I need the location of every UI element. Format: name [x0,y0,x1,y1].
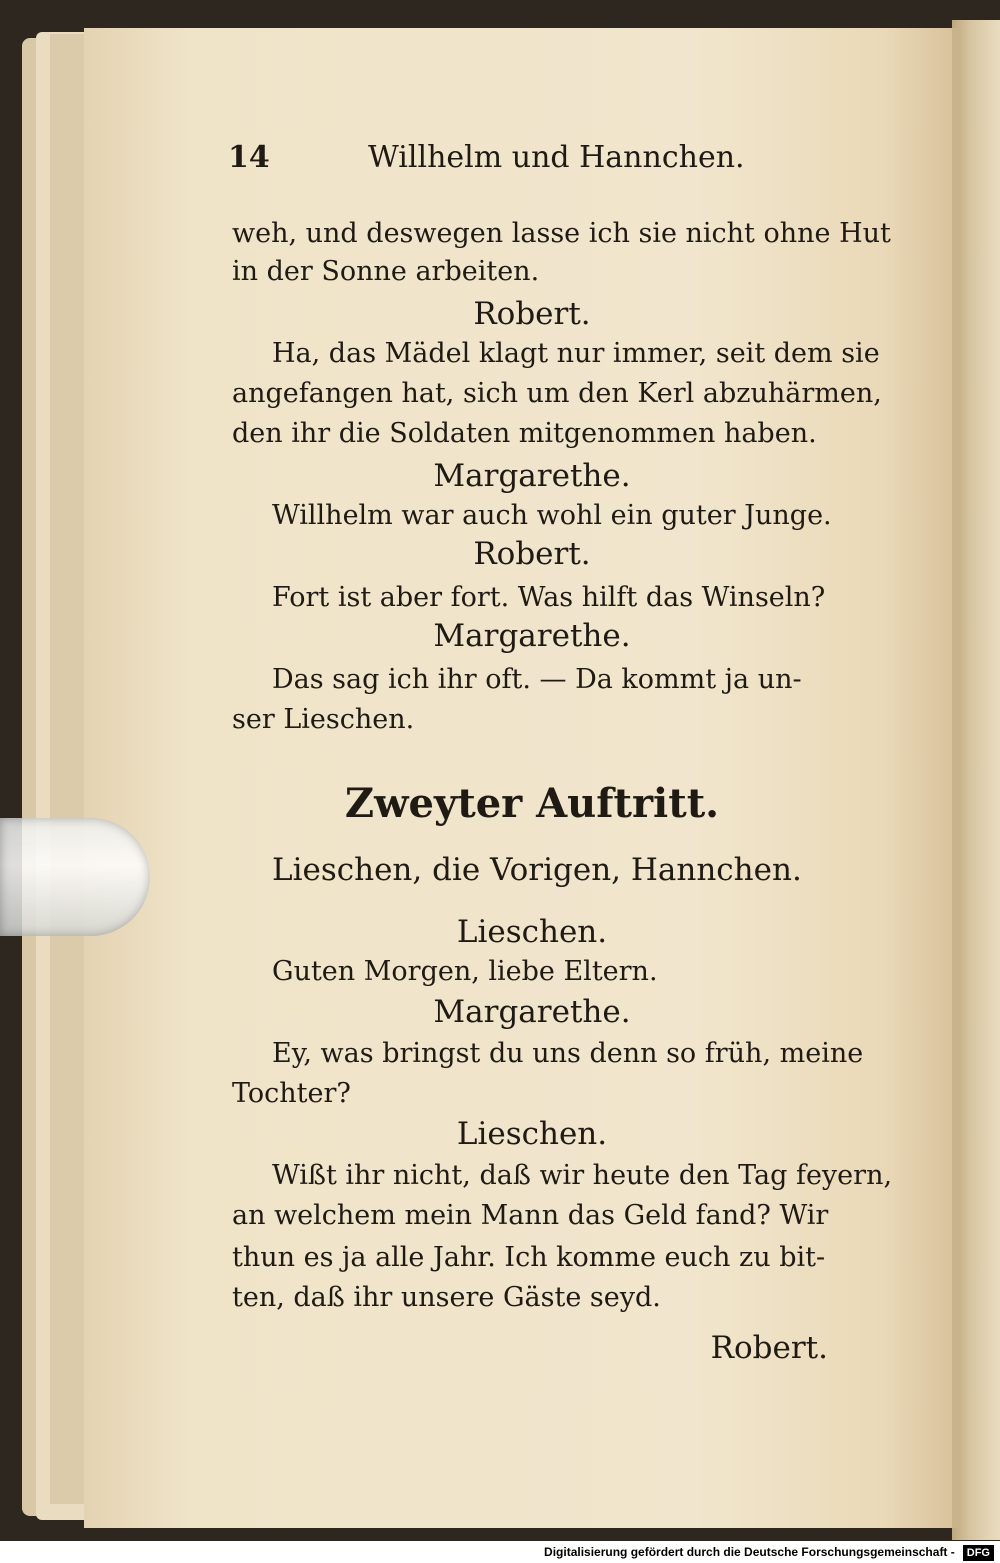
speaker-name: Margarethe. [433,994,631,1030]
speaker-name: Robert. [473,296,591,332]
footer-credit: Digitalisierung gefördert durch die Deutsche Forschungsgemeinschaft - [544,1545,955,1559]
text-line: thun es ja alle Jahr. Ich komme euch zu bit- [232,1242,826,1273]
speaker-name: Margarethe. [433,618,631,654]
text-line: Wißt ihr nicht, daß wir heute den Tag feyern, [272,1160,893,1191]
text-line: weh, und deswegen lasse ich sie nicht ohne Hut [232,218,891,249]
text-line: Guten Morgen, liebe Eltern. [272,956,658,987]
page-clip [0,818,150,936]
page-number: 14 [228,140,270,175]
text-line: Willhelm war auch wohl ein guter Junge. [272,500,832,531]
text-line: ten, daß ihr unsere Gäste seyd. [232,1282,661,1313]
speaker-name: Lieschen. [456,914,608,950]
book-right-edge [952,20,1000,1540]
text-line: Das sag ich ihr oft. — Da kommt ja un- [272,664,802,695]
text-line: Tochter? [232,1078,351,1109]
text-line: in der Sonne arbeiten. [232,256,540,287]
speaker-name: Margarethe. [433,458,631,494]
text-line: Ey, was bringst du uns denn so früh, meine [272,1038,864,1069]
speaker-name: Lieschen. [456,1116,608,1152]
catchword: Robert. [710,1330,828,1366]
text-line: an welchem mein Mann das Geld fand? Wir [232,1200,829,1231]
text-line: den ihr die Soldaten mitgenommen haben. [232,418,817,449]
text-line: Fort ist aber fort. Was hilft das Winseln? [272,582,826,613]
speaker-name: Robert. [473,536,591,572]
dfg-logo: DFG [963,1545,994,1561]
footer-bar [0,1541,1000,1563]
text-line: ser Lieschen. [232,704,415,735]
text-line: angefangen hat, sich um den Kerl abzuhärmen, [232,378,882,409]
running-title: Willhelm und Hannchen. [368,140,745,175]
scene-heading: Zweyter Auftritt. [344,780,720,827]
cast-list: Lieschen, die Vorigen, Hannchen. [272,852,802,888]
text-line: Ha, das Mädel klagt nur immer, seit dem sie [272,338,880,369]
